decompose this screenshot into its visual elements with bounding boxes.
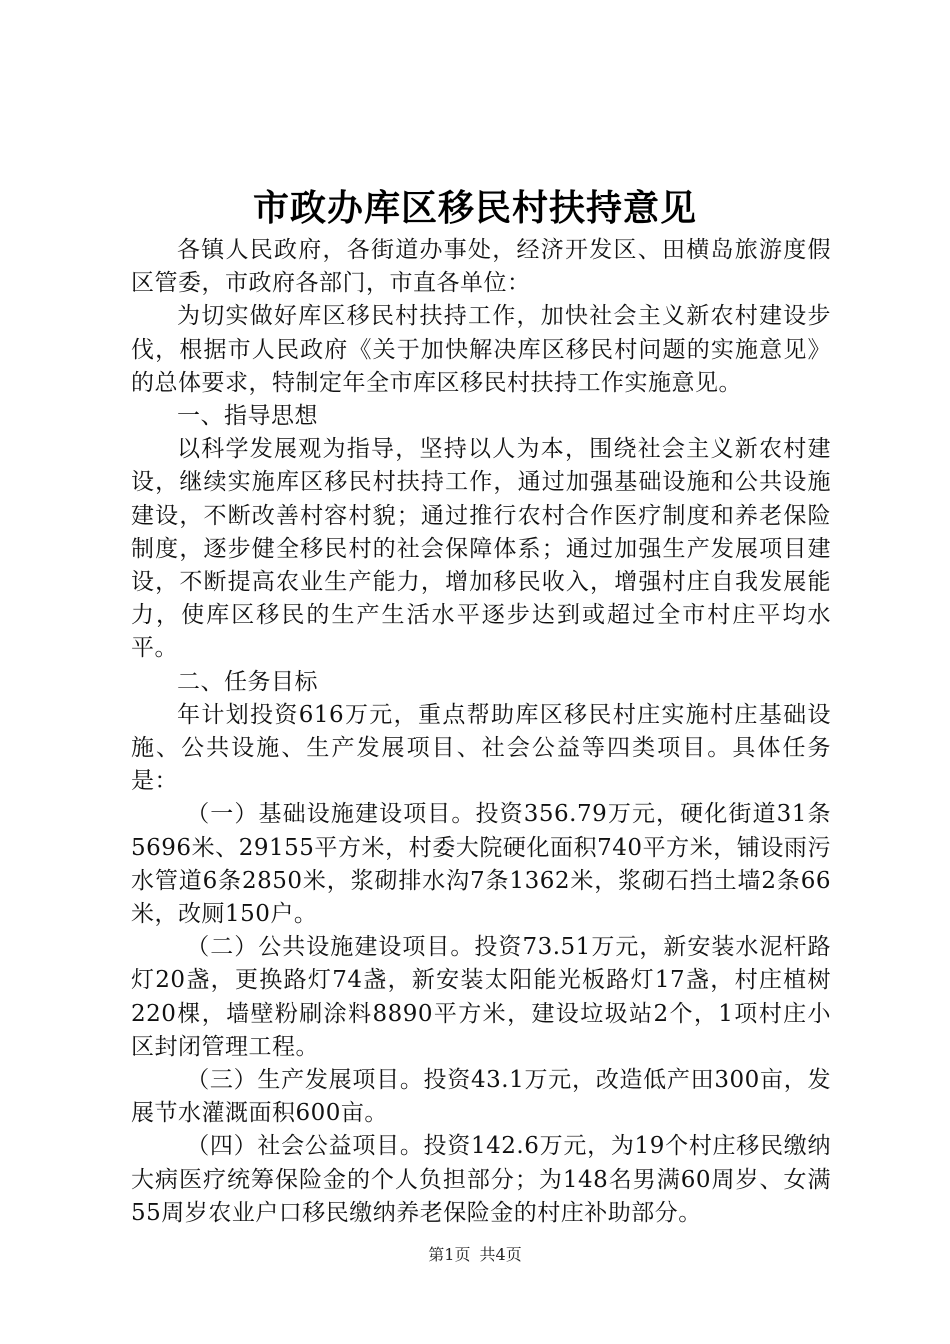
section-heading-guiding-ideology: 一、指导思想: [177, 403, 318, 430]
section-heading-task-goals: 二、任务目标: [177, 668, 318, 695]
list-item-public-facilities: （二）公共设施建设项目。投资73.51万元，新安装水泥杆路灯20盏，更换路灯74盏，新安装太阳能光板路灯17盏，村庄植树220棵，墙壁粉刷涂料8890平方米，建设垃圾站2个，1项村庄小区封闭管理工程。: [131, 934, 831, 1060]
paragraph-addressee: 各镇人民政府，各街道办事处，经济开发区、田横岛旅游度假区管委，市政府各部门，市直各单位：: [131, 237, 831, 297]
page-total: 共4页: [479, 1245, 522, 1264]
document-title: 市政办库区移民村扶持意见: [252, 187, 697, 229]
page-number: 第1页: [428, 1245, 471, 1264]
list-item-infrastructure: （一）基础设施建设项目。投资356.79万元，硬化街道31条5696米、29155平方米，村委大院硬化面积740平方米，铺设雨污水管道6条2850米，浆砌排水沟7条1362米，浆砌石挡土墙2条66米，改厕150户。: [131, 801, 831, 928]
document-body: [131, 234, 831, 1230]
list-item-social-welfare: （四）社会公益项目。投资142.6万元，为19个村庄移民缴纳大病医疗统筹保险金的个人负担部分；为148名男满60周岁、女满55周岁农业户口移民缴纳养老保险金的村庄补助部分。: [131, 1133, 831, 1226]
list-item-production: （三）生产发展项目。投资43.1万元，改造低产田300亩，发展节水灌溉面积600亩。: [131, 1067, 831, 1127]
paragraph-guiding-ideology: 以科学发展观为指导，坚持以人为本，围绕社会主义新农村建设，继续实施库区移民村扶持工作，通过加强基础设施和公共设施建设，不断改善村容村貌；通过推行农村合作医疗制度和养老保险制度，逐步健全移民村的社会保障体系；通过加强生产发展项目建设，不断提高农业生产能力，增加移民收入，增强村庄自我发展能力，使库区移民的生产生活水平逐步达到或超过全市村庄平均水平。: [131, 436, 831, 662]
paragraph-intro: 为切实做好库区移民村扶持工作，加快社会主义新农村建设步伐，根据市人民政府《关于加快解决库区移民村问题的实施意见》的总体要求，特制定年全市库区移民村扶持工作实施意见。: [131, 303, 831, 396]
page-footer: [0, 1243, 950, 1267]
paragraph-task-goals: 年计划投资616万元，重点帮助库区移民村庄实施村庄基础设施、公共设施、生产发展项目、社会公益等四类项目。具体任务是：: [131, 701, 831, 795]
